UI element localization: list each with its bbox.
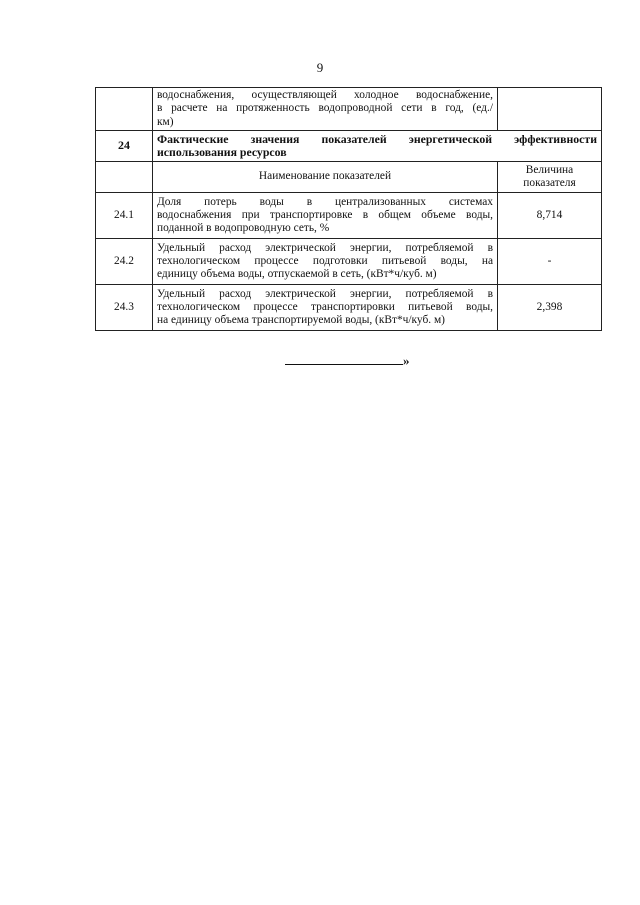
indicator-name-cell (153, 88, 498, 131)
closing-line (285, 352, 420, 369)
text-line: на единицу объема транспортируемой воды, (кВт*ч/куб. м) (157, 314, 445, 327)
signature-underline (285, 352, 403, 365)
indicator-name-cell (153, 285, 498, 331)
table-row (96, 239, 602, 285)
section-number: 24 (96, 131, 153, 162)
header-value-cell (498, 162, 602, 193)
indicator-value: - (498, 239, 602, 285)
indicator-value: 2,398 (498, 285, 602, 331)
indicator-value: 8,714 (498, 193, 602, 239)
header-number-cell (96, 162, 153, 193)
text-line: км) (157, 115, 174, 128)
row-number-cell (96, 88, 153, 131)
text-line: в расчете на протяженность водопроводной сети в год, (ед./ (157, 102, 493, 115)
table-row (96, 285, 602, 331)
table-row (96, 193, 602, 239)
closing-quote-mark: » (403, 353, 410, 368)
row-number: 24.2 (96, 239, 153, 285)
text-line: Доля потерь воды в централизованных системах (157, 195, 493, 208)
text-line: Фактические значения показателей энергетической эффективности (157, 131, 597, 146)
text-line: показателя (523, 177, 576, 189)
indicator-name-cell (153, 193, 498, 239)
text-line: технологическом процессе подготовки питьевой воды, на (157, 254, 493, 267)
row-number: 24.1 (96, 193, 153, 239)
text-line: поданной в водопроводную сеть, % (157, 222, 330, 235)
header-name-cell: Наименование показателей (153, 162, 498, 193)
table-row-continuation (96, 88, 602, 131)
text-line: водоснабжения, осуществляющей холодное водоснабжение, (157, 89, 493, 102)
indicators-table (95, 87, 602, 331)
text-line: Удельный расход электрической энергии, потребляемой в (157, 287, 493, 300)
table-header-row (96, 162, 602, 193)
indicator-value-cell (498, 88, 602, 131)
page-number: 9 (316, 60, 324, 75)
text-line: технологическом процессе транспортировки питьевой воды, (157, 300, 493, 313)
row-number: 24.3 (96, 285, 153, 331)
indicator-name-cell (153, 239, 498, 285)
table-row-section (96, 131, 602, 162)
text-line: Величина (525, 164, 574, 176)
text-line: использования ресурсов (157, 145, 287, 159)
text-line: единицу объема воды, отпускаемой в сеть, (кВт*ч/куб. м) (157, 268, 437, 281)
text-line: водоснабжения при транспортировке в общем объеме воды, (157, 208, 493, 221)
section-title (153, 131, 602, 162)
text-line: Удельный расход электрической энергии, потребляемой в (157, 241, 493, 254)
